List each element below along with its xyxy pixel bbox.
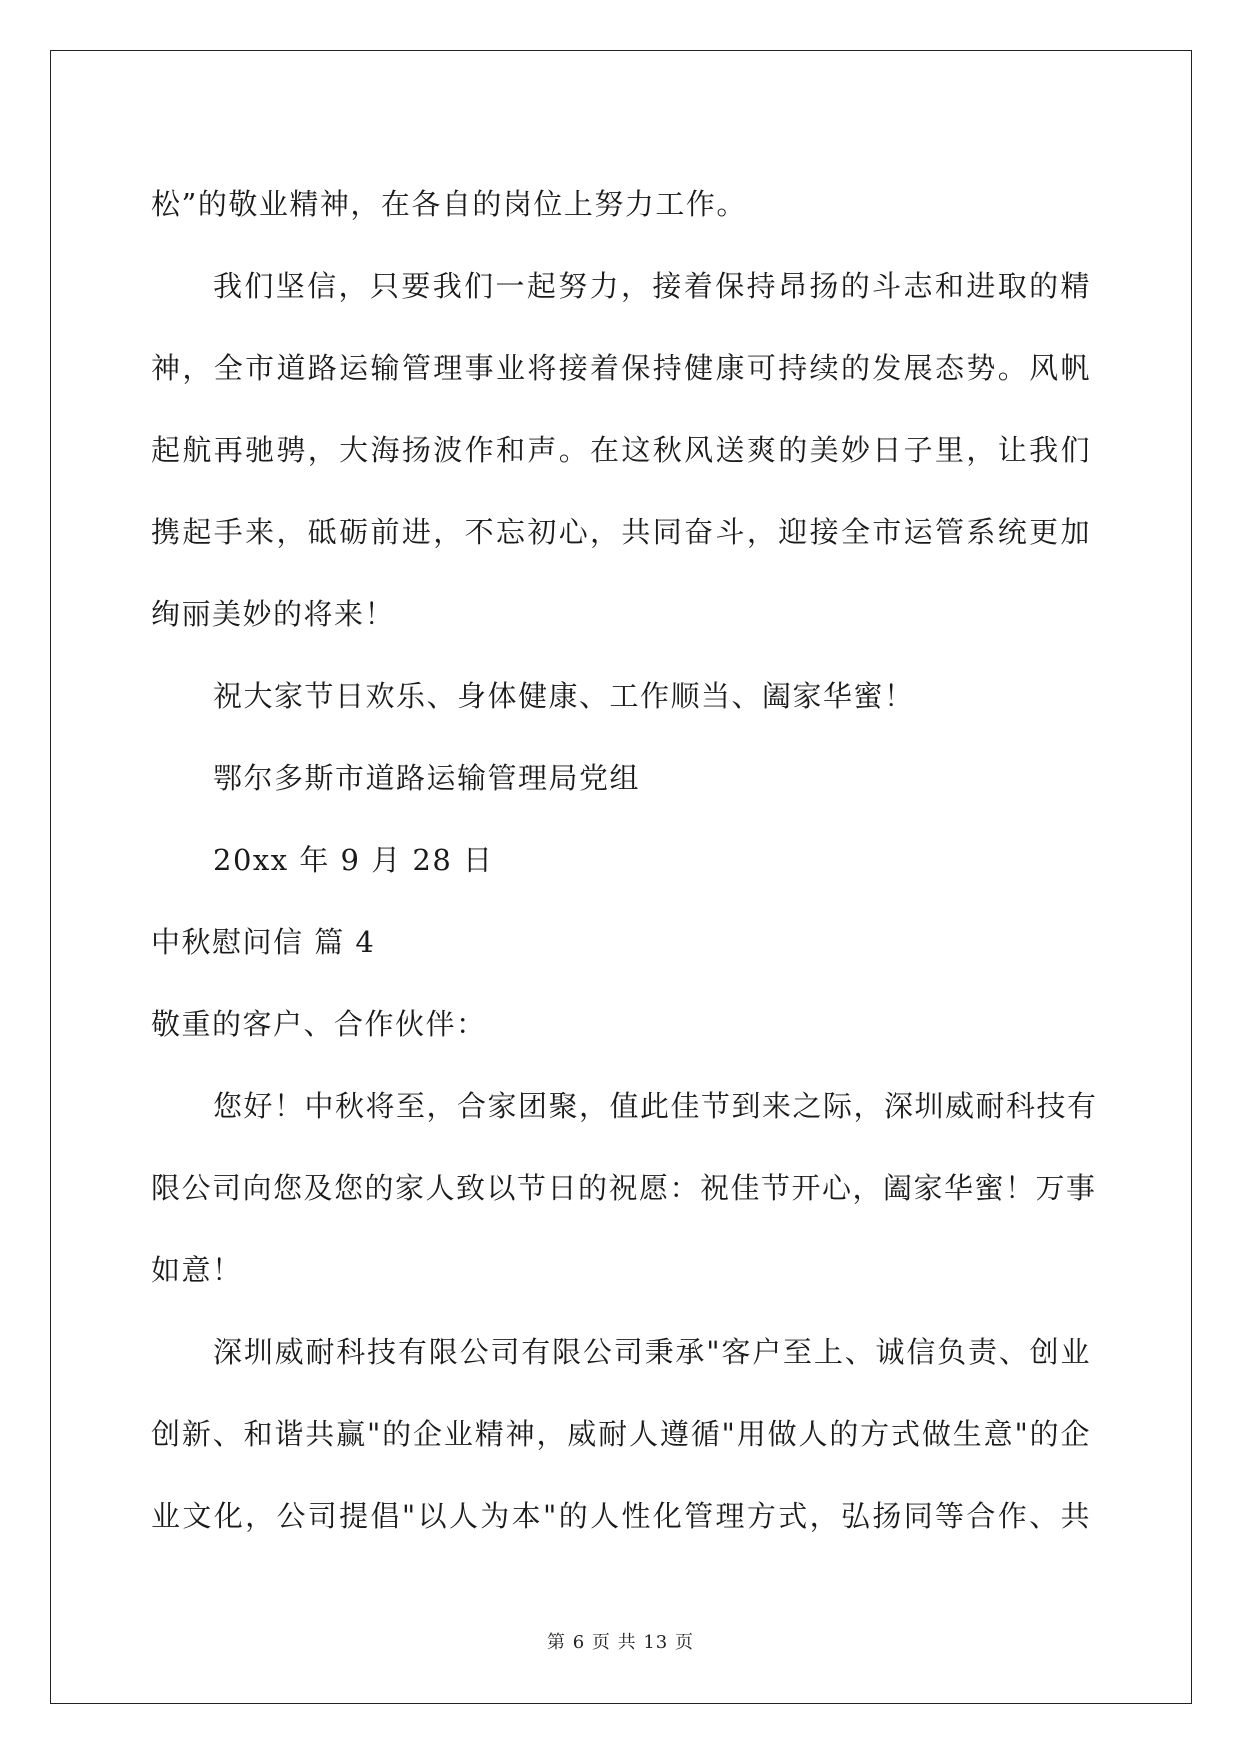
paragraph-line: 我们坚信，只要我们一起努力，接着保持昂扬的斗志和进取的精 (213, 269, 1091, 303)
signature-organization: 鄂尔多斯市道路运输管理局党组 (213, 761, 641, 795)
page-number-footer: 第 6 页 共 13 页 (547, 1632, 694, 1653)
paragraph-line: 绚丽美妙的将来！ (151, 597, 396, 631)
paragraph-line: 如意！ (151, 1253, 243, 1287)
paragraph-line: 松”的敬业精神，在各自的岗位上努力工作。 (151, 187, 747, 221)
paragraph-line: 起航再驰骋，大海扬波作和声。在这秋风送爽的美妙日子里，让我们 (151, 433, 1091, 467)
salutation: 敬重的客户、合作伙伴： (151, 1007, 487, 1041)
paragraph-line: 神，全市道路运输管理事业将接着保持健康可持续的发展态势。风帆 (151, 351, 1091, 385)
section-heading: 中秋慰问信 篇 4 (151, 925, 376, 959)
paragraph-line: 携起手来，砥砺前进，不忘初心，共同奋斗，迎接全市运管系统更加 (151, 515, 1091, 549)
paragraph-line: 业文化，公司提倡"以人为本"的人性化管理方式，弘扬同等合作、共 (151, 1499, 1091, 1533)
paragraph-line: 创新、和谐共赢"的企业精神，威耐人遵循"用做人的方式做生意"的企 (151, 1417, 1091, 1451)
document-body (151, 163, 1098, 1557)
paragraph-line: 限公司向您及您的家人致以节日的祝愿：祝佳节开心，阖家华蜜！万事 (151, 1171, 1097, 1205)
signature-date: 20xx 年 9 月 28 日 (213, 843, 494, 877)
paragraph-line: 祝大家节日欢乐、身体健康、工作顺当、阖家华蜜！ (213, 679, 915, 713)
paragraph-line: 您好！中秋将至，合家团聚，值此佳节到来之际，深圳威耐科技有 (213, 1089, 1098, 1123)
paragraph-line: 深圳威耐科技有限公司有限公司秉承"客户至上、诚信负责、创业 (213, 1335, 1091, 1369)
